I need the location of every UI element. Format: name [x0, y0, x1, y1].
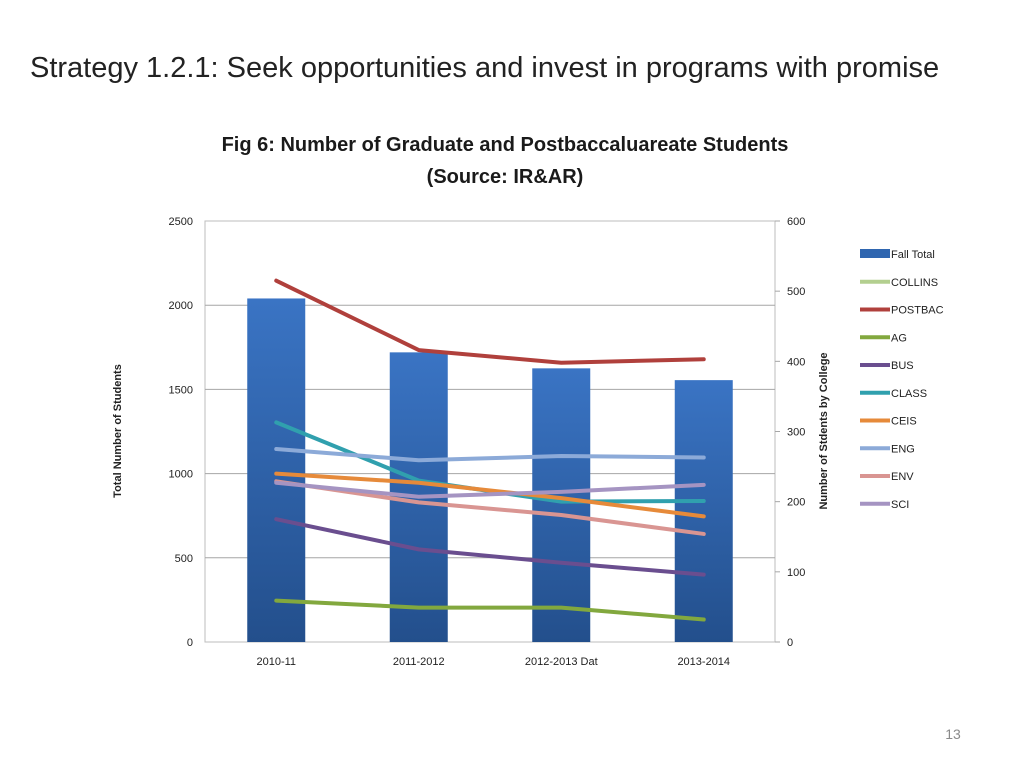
left-tick-label: 500: [174, 552, 193, 565]
page-number: 13: [945, 726, 961, 742]
left-tick-label: 1500: [168, 384, 193, 397]
right-tick-label: 0: [787, 637, 794, 649]
left-axis-ticks: [169, 216, 193, 649]
y-axis-title: Total Number of Students: [112, 364, 124, 498]
right-tick-label: 400: [787, 356, 806, 369]
right-tick-label: 300: [787, 426, 806, 439]
legend-label: ENG: [891, 443, 915, 456]
legend-label: CEIS: [891, 415, 917, 428]
legend-label: ENV: [891, 471, 914, 483]
x-tick-label: 2010-11: [256, 656, 297, 668]
bar-fall-total: [532, 368, 590, 642]
right-tick-label: 100: [787, 566, 806, 579]
bar-fall-total: [247, 298, 305, 642]
x-tick-label: 2012-2013 Dat: [524, 656, 598, 668]
legend-label: SCI: [891, 498, 910, 511]
chart-subtitle: (Source: IR&AR): [426, 166, 584, 188]
chart-title: Fig 6: Number of Graduate and Postbaccaluareate Students: [221, 134, 789, 156]
legend-swatch-bar: [860, 249, 890, 258]
right-axis-ticks: [775, 216, 805, 649]
x-axis-ticks: [256, 656, 730, 668]
x-tick-label: 2011-2012: [392, 656, 445, 668]
legend-label: CLASS: [891, 387, 928, 400]
right-tick-label: 500: [787, 286, 806, 299]
legend: [860, 249, 944, 511]
legend-label: Fall Total: [891, 249, 935, 261]
right-tick-label: 200: [787, 496, 806, 509]
y2-axis-title: Number of Stdents by College: [818, 352, 830, 510]
bar-fall-total: [675, 380, 733, 642]
right-tick-label: 600: [787, 216, 806, 228]
slide-title: Strategy 1.2.1: Seek opportunities and invest in programs with promise: [30, 52, 940, 84]
legend-label: AG: [891, 332, 907, 345]
legend-label: COLLINS: [891, 276, 939, 289]
left-tick-label: 2000: [168, 300, 193, 313]
left-tick-label: 0: [186, 637, 193, 649]
legend-label: BUS: [891, 360, 914, 372]
x-tick-label: 2013-2014: [677, 656, 731, 668]
left-tick-label: 1000: [168, 468, 193, 481]
left-tick-label: 2500: [168, 216, 193, 228]
legend-label: POSTBAC: [891, 304, 944, 317]
